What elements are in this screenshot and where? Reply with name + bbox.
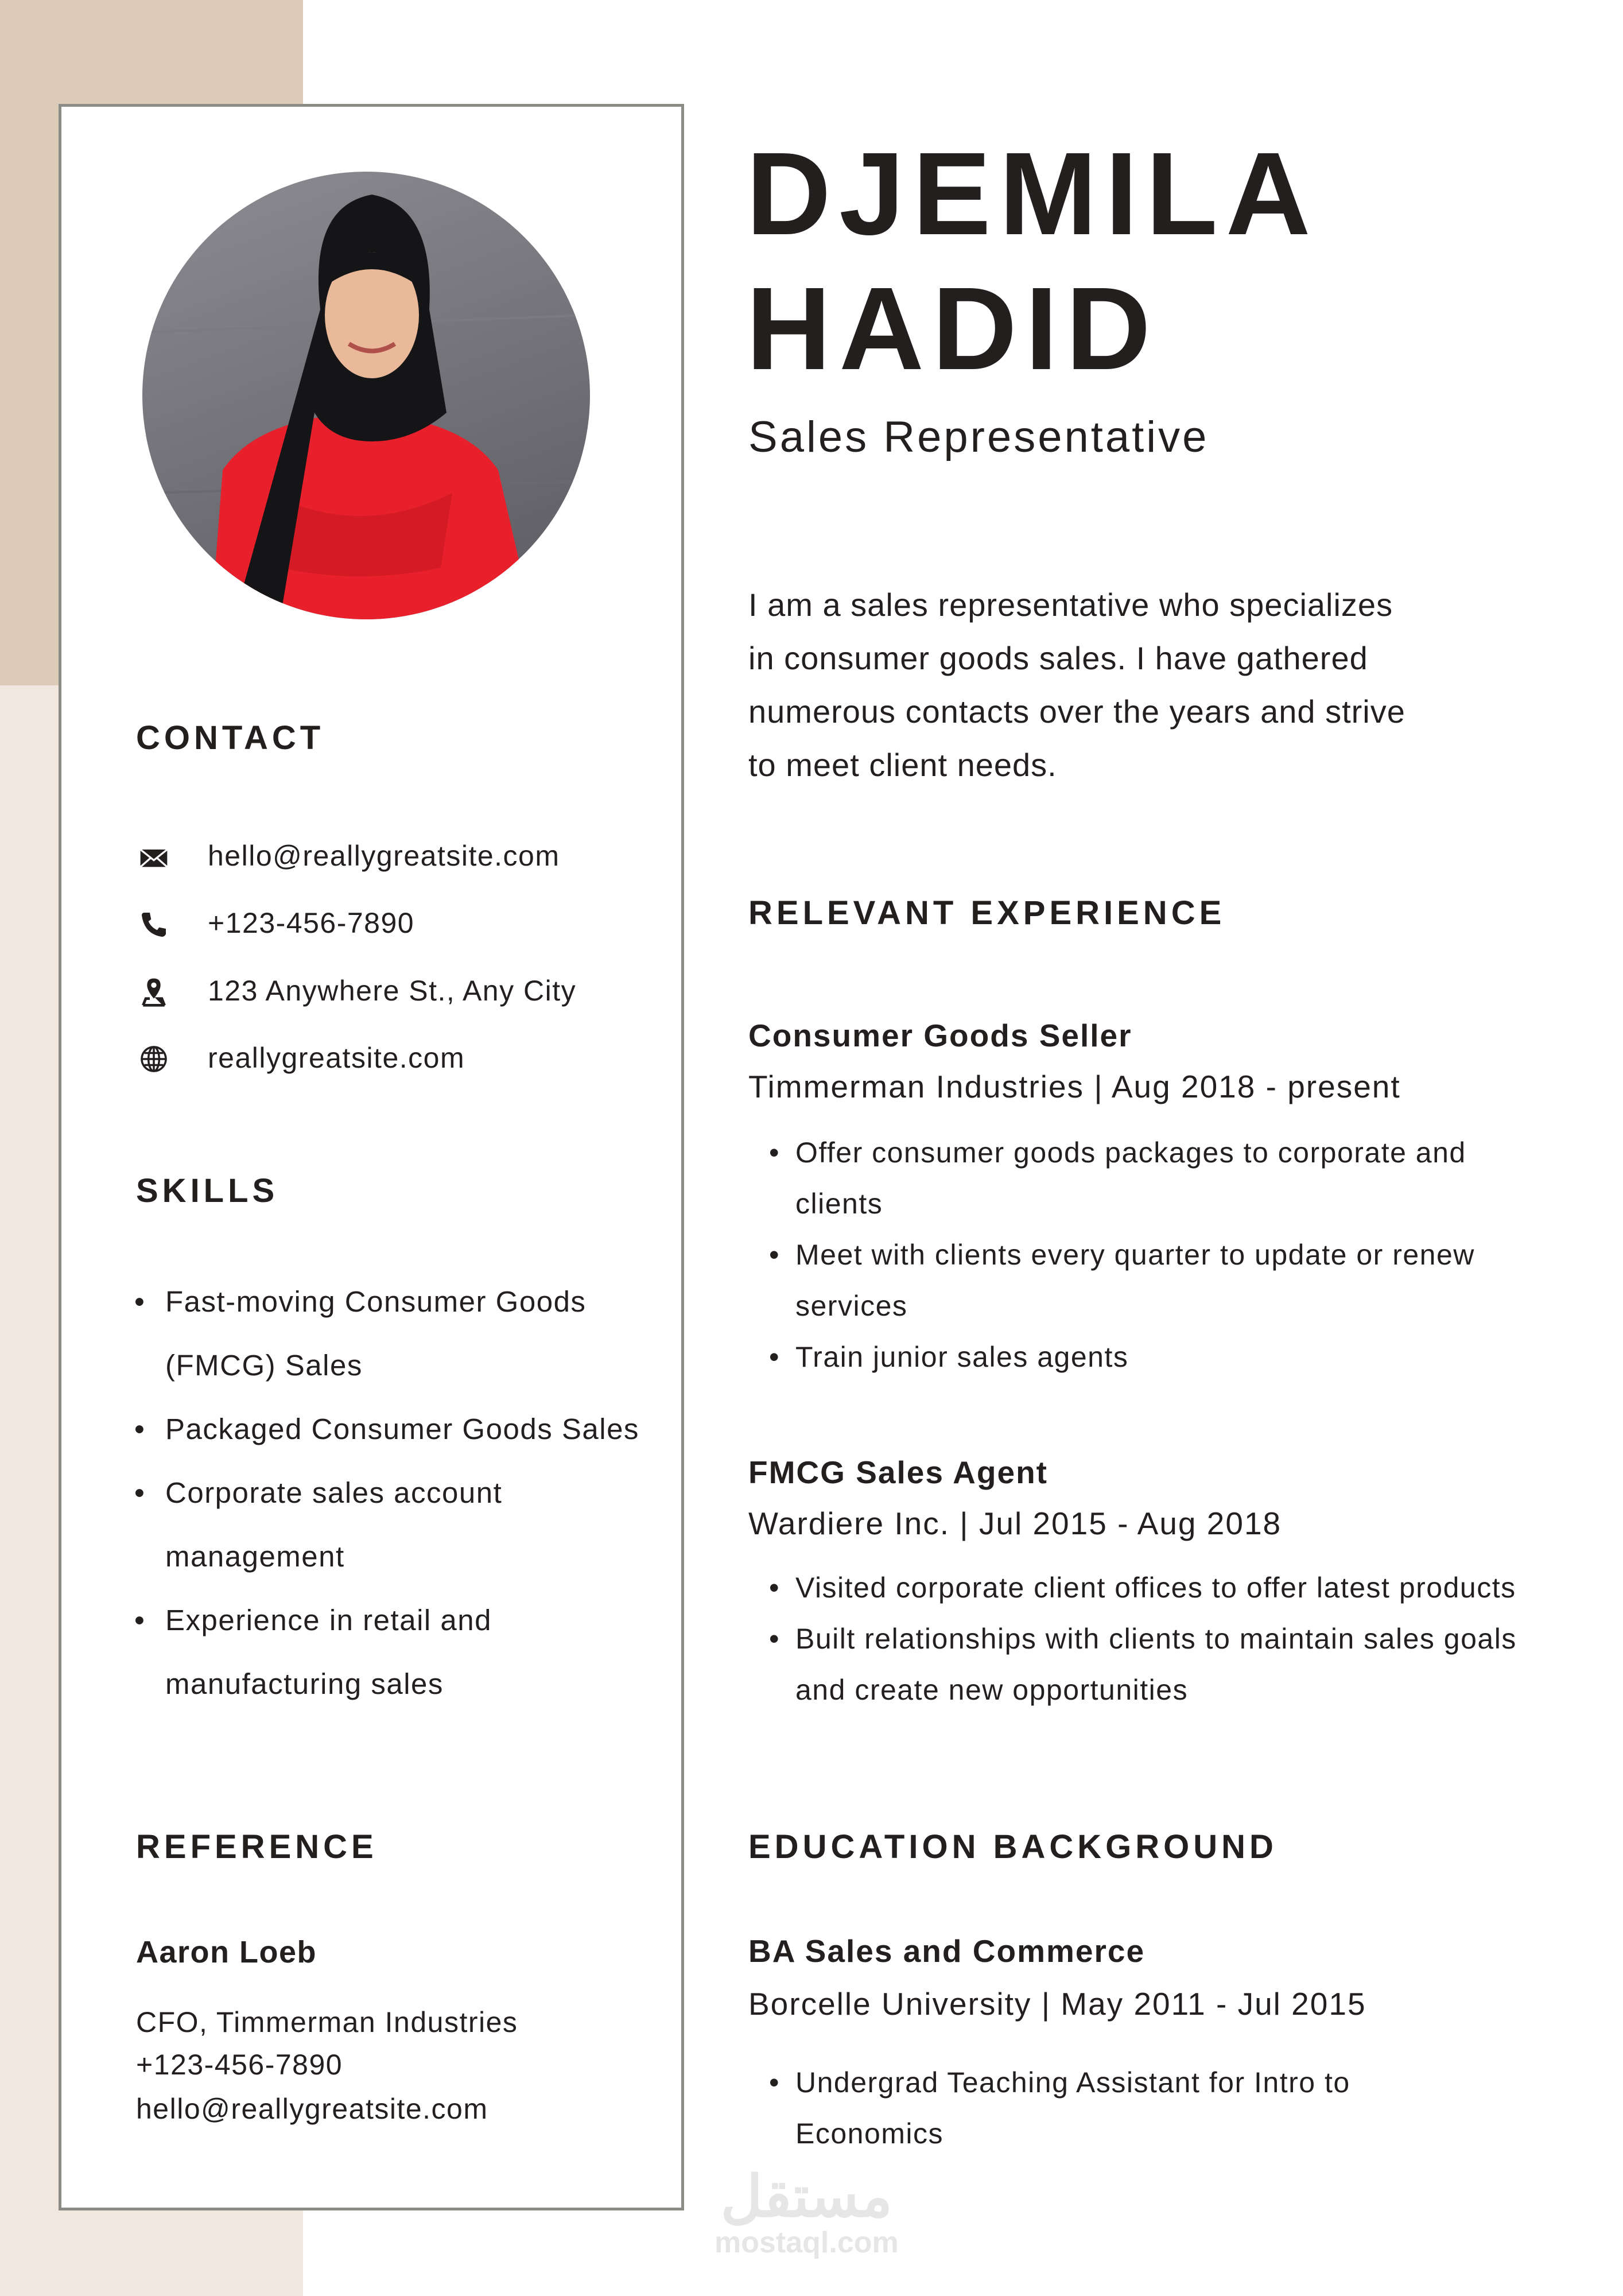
summary-line: I am a sales representative who specializes [748,587,1393,623]
summary-line: to meet client needs. [748,747,1057,783]
watermark-latin: mostaql.com [715,2226,899,2259]
education-heading: EDUCATION BACKGROUND [748,1828,1278,1865]
job-title: FMCG Sales Agent [748,1455,1048,1490]
reference-phone: +123-456-7890 [136,2049,343,2081]
job-bullet: Train junior sales agents [795,1341,1129,1373]
watermark-arabic: مستقل [720,2165,892,2229]
reference-email[interactable]: hello@reallygreatsite.com [136,2093,488,2125]
degree: BA Sales and Commerce [748,1933,1146,1969]
skill-item: Experience in retail and [165,1604,492,1636]
skill-item-cont: manufacturing sales [165,1667,444,1700]
job-bullets: • Offer consumer goods packages to corporate and clients • Meet with clients every quarter to update or renew services • Train junior sales agents [769,1137,1475,1373]
phone-icon [138,909,170,941]
summary-line: in consumer goods sales. I have gathered [748,640,1368,676]
skill-item: Corporate sales account [165,1476,503,1509]
profile-summary [748,578,1405,792]
skill-item-cont: management [165,1540,345,1573]
school: Borcelle University | May 2011 - Jul 2015 [748,1986,1366,2022]
job-bullet: Visited corporate client offices to offer latest products [795,1572,1516,1604]
summary-line: numerous contacts over the years and strive [748,693,1405,730]
reference-title: CFO, Timmerman Industries [136,2006,518,2038]
job-company: Wardiere Inc. | Jul 2015 - Aug 2018 [748,1506,1282,1541]
job-bullets: • Visited corporate client offices to offer latest products • Built relationships with clients to maintain sales goals and create new opportunities [795,1562,1517,1716]
education-bullets: • Undergrad Teaching Assistant for Intro to Economics [795,2057,1350,2159]
globe-icon [138,1043,170,1075]
contact-website[interactable]: reallygreatsite.com [208,1042,465,1074]
first-name: DJEMILA [746,128,1319,259]
location-pin-icon [138,976,170,1008]
contact-heading: CONTACT [136,719,325,757]
contact-address: 123 Anywhere St., Any City [208,975,577,1007]
skill-item: Fast-moving Consumer Goods [165,1285,587,1318]
job-title: Consumer Goods Seller [748,1018,1132,1053]
job-bullet: Meet with clients every quarter to update or renew [795,1239,1475,1271]
job-bullet-cont: services [795,1290,908,1322]
job-bullet-cont: clients [795,1188,883,1220]
experience-heading: RELEVANT EXPERIENCE [748,894,1226,932]
profile-photo [142,172,590,619]
contact-phone[interactable]: +123-456-7890 [208,907,415,939]
job-bullet: Offer consumer goods packages to corporate and [795,1137,1466,1169]
reference-heading: REFERENCE [136,1828,378,1865]
skills-heading: SKILLS [136,1172,279,1209]
education-bullet-cont: Economics [795,2117,944,2150]
skill-item: Packaged Consumer Goods Sales [165,1413,639,1445]
watermark-logo [715,2165,899,2260]
last-name: HADID [746,263,1159,394]
reference-name: Aaron Loeb [136,1935,317,1969]
job-role: Sales Representative [748,413,1209,461]
contact-email[interactable]: hello@reallygreatsite.com [208,840,560,872]
job-bullet-cont: and create new opportunities [795,1674,1189,1706]
mail-icon [138,841,170,874]
job-company: Timmerman Industries | Aug 2018 - present [748,1069,1401,1104]
skills-list: • Fast-moving Consumer Goods (FMCG) Sales • Packaged Consumer Goods Sales • Corporate sales account management • Experience in retail and manufacturing sales [165,1270,639,1716]
education-bullet: Undergrad Teaching Assistant for Intro to [795,2066,1350,2099]
skill-item-cont: (FMCG) Sales [165,1349,363,1382]
job-bullet: Built relationships with clients to maintain sales goals [795,1623,1517,1655]
